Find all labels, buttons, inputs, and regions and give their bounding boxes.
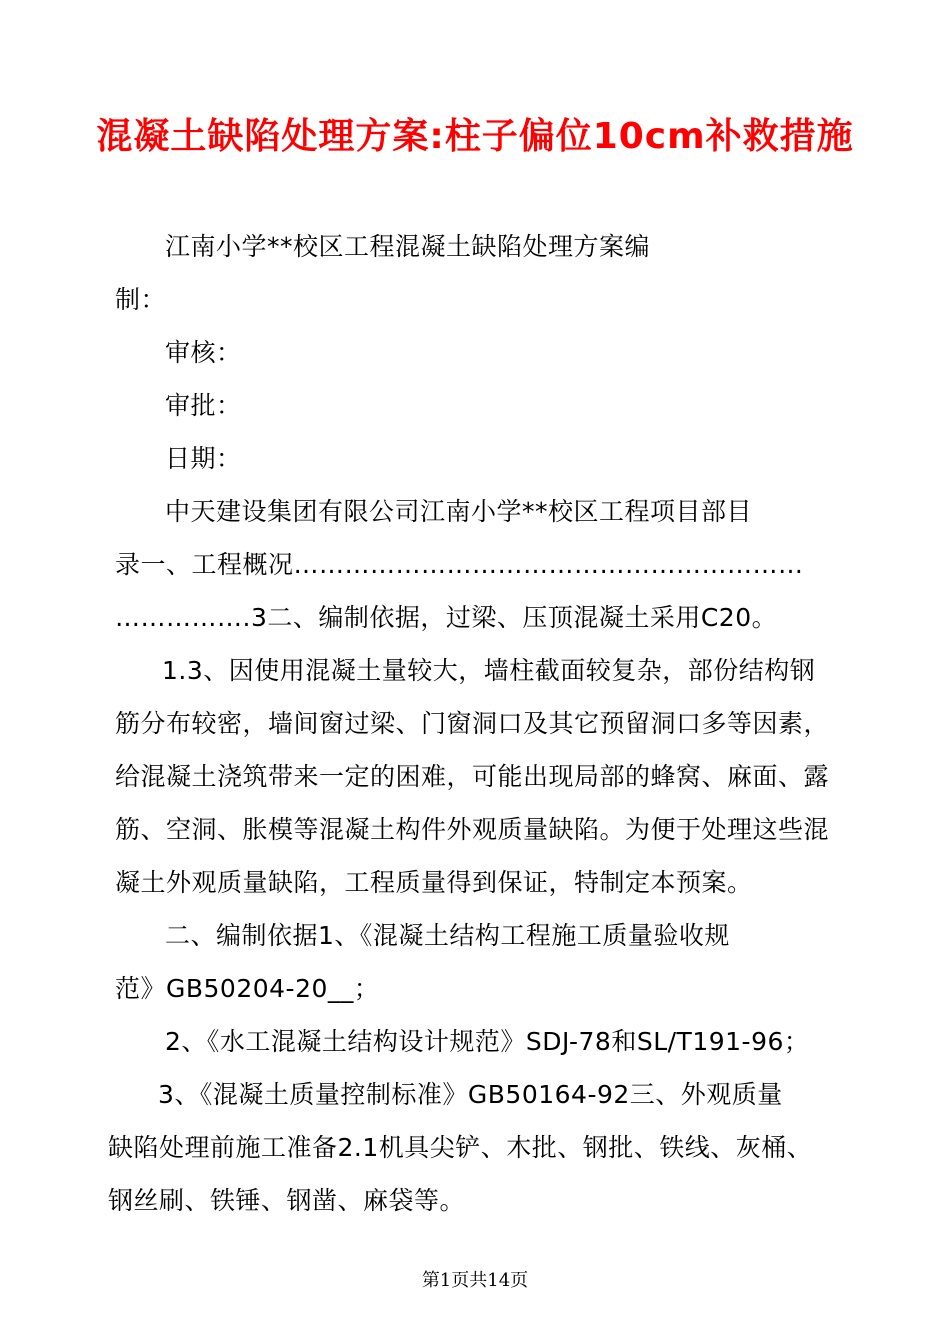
body-line: 范》GB50204-20__；	[115, 974, 380, 1003]
body-line: 中天建设集团有限公司江南小学**校区工程项目部目	[165, 497, 753, 526]
body-line: 审批：	[165, 391, 242, 420]
body-line: 3、《混凝土质量控制标准》GB50164-92三、外观质量	[158, 1080, 783, 1109]
body-line: 1.3、因使用混凝土量较大，墙柱截面较复杂，部份结构钢	[162, 656, 816, 685]
body-line: 2、《水工混凝土结构设计规范》SDJ-78和SL/T191-96；	[165, 1027, 810, 1056]
body-line: 二、编制依据1、《混凝土结构工程施工质量验收规	[165, 921, 730, 950]
body-line: 钢丝刷、铁锤、钢凿、麻袋等。	[108, 1186, 466, 1215]
body-line: 凝土外观质量缺陷，工程质量得到保证，特制定本预案。	[115, 868, 753, 897]
body-line: 录一、工程概况……………………………………………………	[115, 550, 804, 579]
body-line: 筋分布较密，墙间窗过梁、门窗洞口及其它预留洞口多等因素，	[115, 709, 830, 738]
body-line: 审核：	[165, 338, 242, 367]
body-line: 日期：	[165, 444, 242, 473]
page-number-footer: 第1页共14页	[421, 1270, 529, 1291]
document-title: 混凝土缺陷处理方案:柱子偏位10cm补救措施	[96, 116, 854, 157]
body-line: 缺陷处理前施工准备2.1机具尖铲、木批、钢批、铁线、灰桶、	[108, 1133, 813, 1162]
body-line: 给混凝土浇筑带来一定的困难，可能出现局部的蜂窝、麻面、露	[115, 762, 830, 791]
body-line: …………….3二、编制依据，过梁、压顶混凝土采用C20。	[115, 603, 778, 632]
body-line: 筋、空洞、胀模等混凝土构件外观质量缺陷。为便于处理这些混	[115, 815, 830, 844]
body-line: 制：	[115, 285, 167, 314]
body-line: 江南小学**校区工程混凝土缺陷处理方案编	[165, 232, 651, 261]
